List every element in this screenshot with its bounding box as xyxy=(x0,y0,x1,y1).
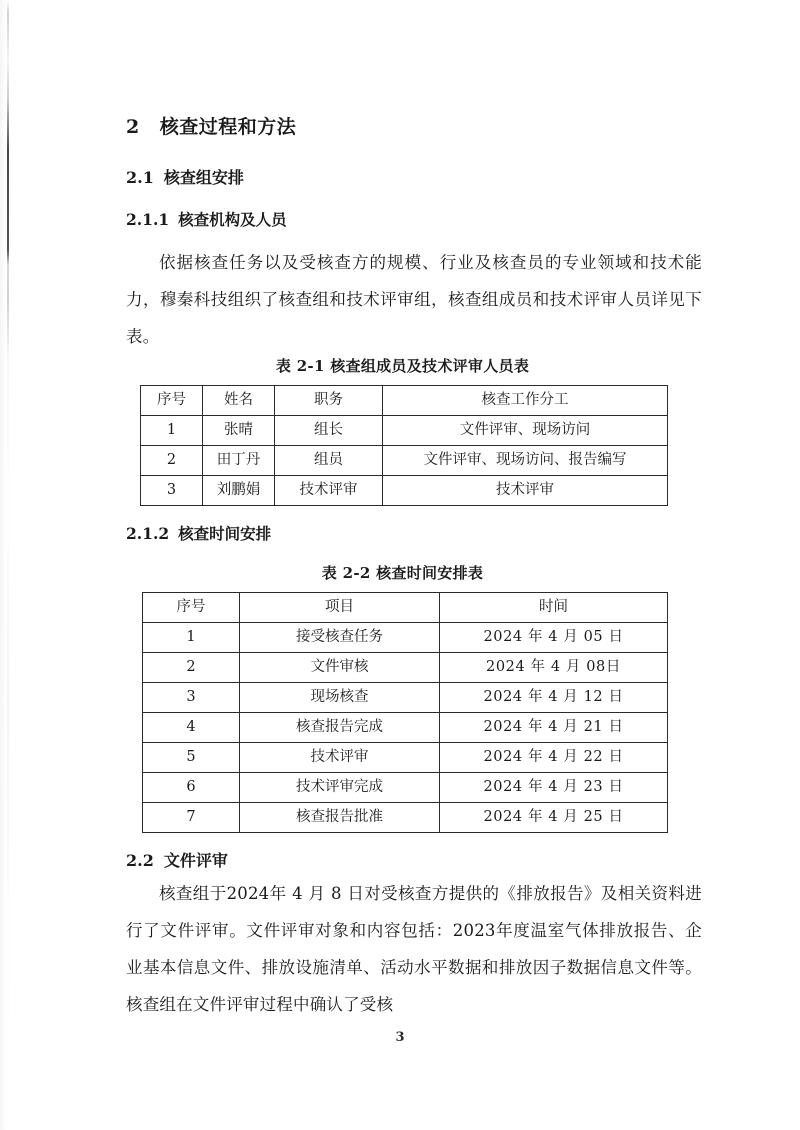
table-review-schedule xyxy=(142,592,668,833)
cell-time: 2024 年 4 月 22 日 xyxy=(440,743,668,773)
paragraph-document-review: 核查组于2024年 4 月 8 日对受核查方提供的《排放报告》及相关资料进行了文件评审。文件评审对象和内容包括：2023年度温室气体排放报告、企业基本信息文件、排放设施清单、活动水平数据和排放因子数据信息文件等。核查组在文件评审过程中确认了受核 xyxy=(126,884,702,1014)
cell-work: 文件评审、现场访问 xyxy=(383,416,668,446)
cell-seq: 5 xyxy=(143,743,240,773)
table-review-team xyxy=(140,385,668,506)
heading-section-2-2-number: 2.2 xyxy=(126,851,154,870)
table-2-2-caption: 表 2-2 核查时间安排表 xyxy=(321,564,484,582)
table-2-1-header-name: 姓名 xyxy=(203,386,275,416)
cell-time: 2024 年 4 月 23 日 xyxy=(440,773,668,803)
table-row xyxy=(143,713,668,743)
table-2-2-header-item: 项目 xyxy=(240,593,440,623)
table-row xyxy=(143,653,668,683)
table-2-2-header-seq: 序号 xyxy=(143,593,240,623)
table-2-1-caption: 表 2-1 核查组成员及技术评审人员表 xyxy=(275,357,530,375)
cell-item: 核查报告完成 xyxy=(240,713,440,743)
heading-section-2-1-number: 2.1 xyxy=(126,168,154,187)
cell-work: 文件评审、现场访问、报告编写 xyxy=(383,446,668,476)
cell-seq: 2 xyxy=(143,653,240,683)
paragraph-intro: 依据核查任务以及受核查方的规模、行业及核查员的专业领域和技术能力，穆秦科技组织了核查组和技术评审组，核查组成员和技术评审人员详见下表。 xyxy=(126,253,702,346)
cell-seq: 3 xyxy=(141,476,203,506)
heading-section-2-title: 核查过程和方法 xyxy=(159,116,297,138)
heading-section-2-1-1-number: 2.1.1 xyxy=(126,210,170,229)
heading-section-2-1-2-number: 2.1.2 xyxy=(126,524,170,543)
cell-time: 2024 年 4 月 25 日 xyxy=(440,803,668,833)
page-number: 3 xyxy=(395,1030,405,1045)
heading-section-2-1-1 xyxy=(126,208,287,230)
table-row xyxy=(143,683,668,713)
cell-seq: 1 xyxy=(143,623,240,653)
table-row xyxy=(143,743,668,773)
scan-edge-artifact xyxy=(7,0,9,1130)
cell-seq: 6 xyxy=(143,773,240,803)
heading-section-2 xyxy=(126,112,296,139)
table-2-1-header-seq: 序号 xyxy=(141,386,203,416)
heading-section-2-1-2-title: 核查时间安排 xyxy=(178,524,272,543)
table-row xyxy=(141,446,668,476)
table-row xyxy=(143,623,668,653)
cell-role: 技术评审 xyxy=(275,476,383,506)
cell-role: 组长 xyxy=(275,416,383,446)
cell-time: 2024 年 4 月 21 日 xyxy=(440,713,668,743)
cell-seq: 3 xyxy=(143,683,240,713)
cell-item: 技术评审 xyxy=(240,743,440,773)
cell-name: 刘鹏娟 xyxy=(203,476,275,506)
table-2-2-header-time: 时间 xyxy=(440,593,668,623)
table-row xyxy=(143,803,668,833)
cell-work: 技术评审 xyxy=(383,476,668,506)
cell-name: 田丁丹 xyxy=(203,446,275,476)
cell-time: 2024 年 4 月 12 日 xyxy=(440,683,668,713)
cell-item: 核查报告批准 xyxy=(240,803,440,833)
heading-section-2-2 xyxy=(126,848,228,871)
heading-section-2-1 xyxy=(126,165,244,188)
heading-section-2-1-title: 核查组安排 xyxy=(163,168,244,187)
table-2-1-header-work: 核查工作分工 xyxy=(383,386,668,416)
cell-seq: 4 xyxy=(143,713,240,743)
cell-item: 接受核查任务 xyxy=(240,623,440,653)
heading-section-2-1-2 xyxy=(126,522,271,544)
cell-time: 2024 年 4 月 05 日 xyxy=(440,623,668,653)
cell-item: 文件审核 xyxy=(240,653,440,683)
table-header-row xyxy=(141,386,668,416)
table-header-row xyxy=(143,593,668,623)
heading-section-2-2-title: 文件评审 xyxy=(163,851,228,870)
heading-section-2-number: 2 xyxy=(126,116,140,138)
heading-section-2-1-1-title: 核查机构及人员 xyxy=(178,210,287,229)
cell-role: 组员 xyxy=(275,446,383,476)
cell-item: 现场核查 xyxy=(240,683,440,713)
table-row xyxy=(141,416,668,446)
cell-item: 技术评审完成 xyxy=(240,773,440,803)
cell-seq: 2 xyxy=(141,446,203,476)
table-2-1-header-role: 职务 xyxy=(275,386,383,416)
cell-time: 2024 年 4 月 08日 xyxy=(440,653,668,683)
scan-edge-shadow xyxy=(0,0,6,1130)
table-row xyxy=(141,476,668,506)
cell-seq: 1 xyxy=(141,416,203,446)
table-row xyxy=(143,773,668,803)
cell-seq: 7 xyxy=(143,803,240,833)
cell-name: 张晴 xyxy=(203,416,275,446)
